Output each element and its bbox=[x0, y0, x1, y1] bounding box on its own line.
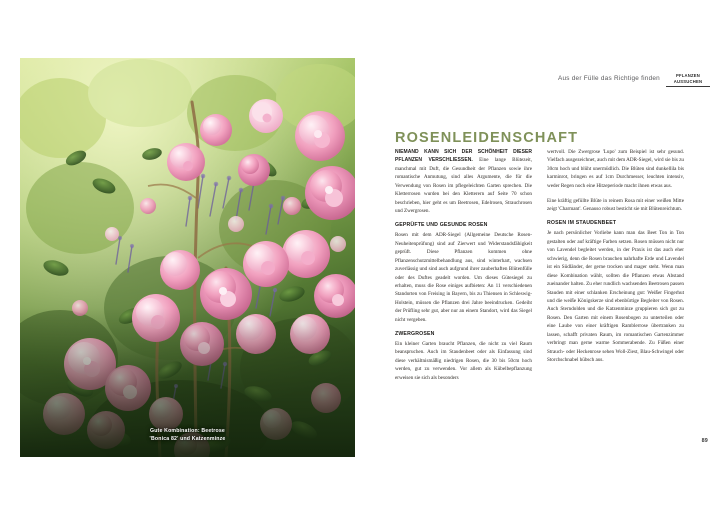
page-title: ROSENLEIDENSCHAFT bbox=[395, 129, 579, 146]
right-page-text-panel bbox=[360, 0, 720, 509]
paragraph-rosen-im-staudenbeet: Je nach persönlicher Vorliebe kann man das Beet Ton in Ton gestalten oder auf kräftige Farben setzen. Rosen müssen nicht nur von Lavendel begleitet werden, in der Praxis ist das auch eher schwierig, denn die Rosen brauchen nahrhafte Erde und Lavendel ist ein Südländer, der gerne trocken und mager steht. Wenn man diese Kombination wählt, sollten die Pflanzen etwas Abstand zueinander halten. Zu eher rundlich wachsenden Beetrosen passen Stauden mit einer schlanken Erscheinung gut: Weißer Fingerhut und die weiße Königskerze sind ebenbürtige Begleiter von Rosen. Auch Sterndolden und die Katzenminze gruppieren sich gut zu Rosen. Den Garten mit einem Rosenbogen zu unterteilen oder eine Laube von einer kräftigen Ramblerrose übertranken zu lassen, schafft privaten Raum, im romantischen Gartenzimmer verbringt man gerne warme Sommerabende. Zu Füßen einer Strauch- oder Heckenrose sehen Woll-Ziest, Blau-Schwingel oder Storchschnabel hübsch aus. bbox=[547, 230, 684, 364]
photo-caption-line-2: 'Bonica 82' und Katzenminze bbox=[149, 435, 226, 442]
paragraph-zwergrosen: Ein kleiner Garten braucht Pflanzen, die nicht zu viel Raum beanspruchen. Auch im Staudenbeet oder als Einfassung sind diese verhältnismäßig niedrigen Rosen, die 30 bis 50cm hoch werden, gut zu verwenden. Vor allem als Kübelbepflanzung erweisen sie sich als besonders bbox=[395, 340, 532, 381]
paragraph-gepruefte-rosen: Rosen mit dem ADR-Siegel (Allgemeine Deutsche Rosen-Neuheitenprüfung) sind auf Zierwert und Widerstandsfähigkeit geprüft. Diese Pflanzen kommen ohne Pflanzenschutzmittelbehandlung aus, sind winterhart, wachsen zuverlässig und sind auch aufgrund ihrer zauberhaften Blütenfülle oder des Duftes geadelt worden. Um dieses Gütesiegel zu erhalten, muss die Rose einiges aufbieten: An 11 verschiedenen Standorten von Freising in Bayern, bis zu Thiensen in Schleswig-Holstein, müssen die Pflanzen drei Jahre beeindrucken. Gedeiht der Prüfling sehr gut, aber nur an einem Standort, wird das Siegel nicht vergeben. bbox=[395, 232, 532, 323]
subheading-zwergrosen: ZWERGROSEN bbox=[395, 330, 435, 337]
lead-in-text: NIEMAND KANN SICH DER SCHÖNHEIT DIESER PFLANZEN VERSCHLIESSEN. bbox=[395, 149, 532, 164]
photo-caption-line-1: Gute Kombination: Beetrose bbox=[149, 427, 225, 434]
page-number: 89 bbox=[701, 438, 708, 444]
text-columns bbox=[395, 148, 685, 382]
running-head-title: Aus der Fülle das Richtige finden bbox=[557, 75, 660, 82]
rose-garden-photo bbox=[20, 58, 355, 457]
intro-paragraph bbox=[395, 148, 532, 216]
photo-caption bbox=[98, 427, 278, 443]
section-tag-line-1: PFLANZEN bbox=[675, 73, 701, 78]
subheading-gepruefte-rosen: GEPRÜFTE UND GESUNDE ROSEN bbox=[395, 222, 488, 229]
photo-artwork bbox=[20, 58, 355, 457]
text-column-one bbox=[395, 148, 532, 382]
text-column-two bbox=[547, 148, 684, 382]
subheading-rosen-im-staudenbeet: ROSEN IM STAUDENBEET bbox=[547, 220, 617, 227]
intro-paragraph-rest: Eine lange Blütezeit, manchmal mit Duft, die Gesundheit der Pflanzen sowie ihre romantische Anmutung, sind alles Argumente, die für die Verwendung von Rosen im pflegeleichten Garten sprechen. Die Kletterrosen wurden bei den Kletterern auf Seite 70 schon beschrieben, hier geht es um Beetrosen, Edelrosen, Strauchrosen und Zwergrosen. bbox=[395, 157, 532, 215]
section-tag bbox=[666, 73, 710, 87]
left-page-photo-panel bbox=[20, 58, 355, 457]
section-tag-line-2: AUSSUCHEN bbox=[666, 79, 710, 87]
paragraph-zwergrosen-continued: wertvoll. Die Zwergrose 'Lupo' zum Beispiel ist sehr gesund. Vielfach ausgezeichnet, auch mit dem ADR-Siegel, wird sie bis zu 30cm hoch und blüht unermüdlich. Die Blüten sind dunkellila bis karminrot, bringen es auf 1cm Durchmesser, leuchten intensiv, weder Regen noch eine Hitzeperiode macht ihnen etwas aus. bbox=[547, 149, 684, 189]
paragraph-charmant: Eine kräftig gefüllte Blüte in reinem Rosa mit einer weißen Mitte zeigt 'Charmant'. Genauso robust besticht sie mit Blütenreichtum. bbox=[547, 197, 684, 213]
running-head bbox=[360, 75, 720, 89]
